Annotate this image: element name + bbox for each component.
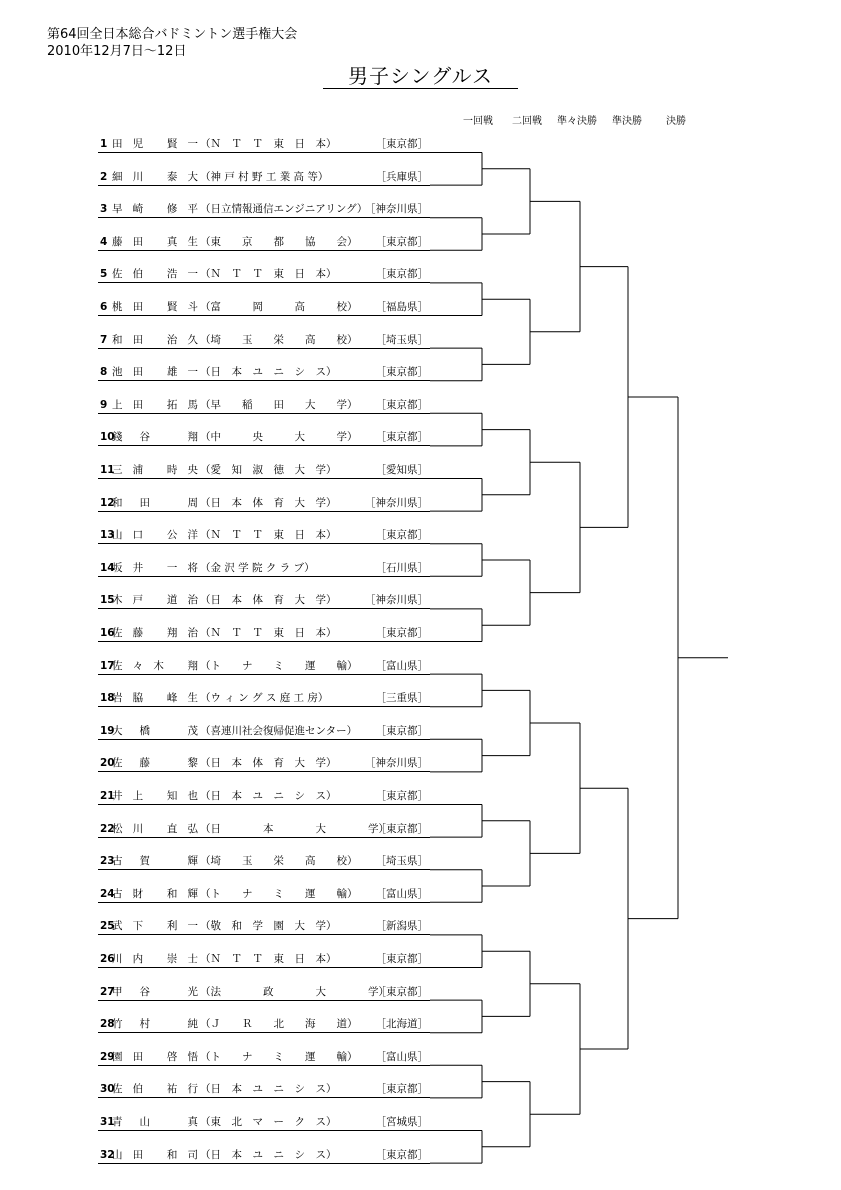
player-affiliation: （喜連川社会復帰促進センター） [200,724,358,737]
player-affiliation: （ト ナ ミ 運 輸） [200,659,358,672]
player-name: 青山 真 [112,1116,198,1128]
player-prefecture: ［新潟県］ [375,920,428,933]
player-name: 甲谷 光 [112,985,198,998]
player-prefecture: ［東京都］ [375,822,428,835]
round-label-1: 一回戦 [463,116,493,127]
player-seed-number: 26 [100,953,115,965]
player-seed-number: 10 [100,431,115,444]
player-affiliation: （日 本 ユ ニ シ ス） [200,790,337,802]
player-affiliation: （東 京 都 協 会） [200,235,358,248]
player-seed-number: 3 [100,203,108,216]
player-prefecture: ［東京都］ [375,268,428,281]
player-prefecture: ［東京都］ [375,985,428,998]
player-name: 和田 治久 [112,333,198,346]
player-seed-number: 19 [100,724,115,737]
player-prefecture: ［東京都］ [375,1083,428,1096]
player-prefecture: ［東京都］ [375,398,428,411]
player-affiliation: （日立情報通信エンジニアリング） [200,203,368,216]
player-name: 川内 崇士 [112,953,198,965]
player-name: 佐伯 浩一 [112,268,198,281]
player-seed-number: 6 [100,301,108,313]
player-affiliation: （Ｎ Ｔ Ｔ 東 日 本） [200,529,337,542]
player-seed-number: 25 [100,920,115,933]
player-prefecture: ［北海道］ [375,1018,428,1031]
player-name: 細川 泰大 [112,170,198,183]
player-affiliation: （埼 玉 栄 高 校） [200,333,358,346]
player-name: 佐藤 翔治 [112,627,198,639]
player-seed-number: 20 [100,757,115,770]
player-affiliation: （敬 和 学 園 大 学） [200,920,337,933]
player-affiliation: （Ｊ Ｒ 北 海 道） [200,1018,358,1031]
player-seed-number: 5 [100,268,108,281]
player-seed-number: 18 [100,692,115,705]
player-prefecture: ［福島県］ [375,301,428,313]
player-prefecture: ［東京都］ [375,235,428,248]
player-name: 田児 賢一 [112,138,198,150]
player-prefecture: ［東京都］ [375,529,428,542]
player-prefecture: ［三重県］ [375,692,428,705]
player-affiliation: （Ｎ Ｔ Ｔ 東 日 本） [200,138,337,150]
player-name: 竹村 純 [112,1018,198,1031]
round-label-4: 準決勝 [612,116,642,127]
player-prefecture: ［東京都］ [375,790,428,802]
player-affiliation: （日 本 ユ ニ シ ス） [200,1083,337,1096]
player-name: 三浦 時央 [112,464,198,476]
player-seed-number: 14 [100,561,115,574]
player-seed-number: 21 [100,790,115,802]
player-affiliation: （日 本 ユ ニ シ ス） [200,1148,337,1161]
player-affiliation: （富 岡 高 校） [200,301,358,313]
player-name: 錢谷 翔 [112,431,198,444]
player-name: 古賀 輝 [112,855,198,868]
player-affiliation: （中 央 大 学） [200,431,358,444]
player-seed-number: 32 [100,1148,115,1161]
player-seed-number: 31 [100,1116,115,1128]
player-affiliation: （ト ナ ミ 運 輸） [200,887,358,900]
player-prefecture: ［神奈川県］ [365,594,428,607]
player-prefecture: ［埼玉県］ [375,333,428,346]
player-affiliation: （ウ ィ ン グ ス 庭 工 房） [200,692,329,705]
player-seed-number: 12 [100,496,115,509]
player-prefecture: ［宮城県］ [375,1116,428,1128]
player-seed-number: 15 [100,594,115,607]
player-name: 池田 雄一 [112,366,198,379]
player-name: 山口 公洋 [112,529,198,542]
player-prefecture: ［東京都］ [375,138,428,150]
player-prefecture: ［神奈川県］ [365,757,428,770]
player-prefecture: ［東京都］ [375,431,428,444]
player-name: 上田 拓馬 [112,398,198,411]
player-affiliation: （東 北 マ ー ク ス） [200,1116,337,1128]
player-name: 早崎 修平 [112,203,198,216]
player-name: 岩脇 峰生 [112,692,198,705]
player-prefecture: ［富山県］ [375,887,428,900]
player-name: 佐々木 翔 [112,659,198,672]
player-affiliation: （日 本 体 育 大 学） [200,757,337,770]
player-seed-number: 22 [100,822,115,835]
player-prefecture: ［東京都］ [375,953,428,965]
player-seed-number: 28 [100,1018,115,1031]
player-prefecture: ［東京都］ [375,627,428,639]
player-prefecture: ［石川県］ [375,561,428,574]
player-prefecture: ［神奈川県］ [365,203,428,216]
player-seed-number: 27 [100,985,115,998]
round-label-5: 決勝 [666,116,686,127]
player-seed-number: 4 [100,235,108,248]
player-name: 武下 利一 [112,920,198,933]
player-prefecture: ［兵庫県］ [375,170,428,183]
player-prefecture: ［東京都］ [375,1148,428,1161]
player-name: 藤田 真生 [112,235,198,248]
player-affiliation: （Ｎ Ｔ Ｔ 東 日 本） [200,268,337,281]
player-prefecture: ［埼玉県］ [375,855,428,868]
player-affiliation: （埼 玉 栄 高 校） [200,855,358,868]
player-seed-number: 2 [100,170,108,183]
player-seed-number: 13 [100,529,115,542]
player-affiliation: （日 本 大 学） [200,822,389,835]
player-seed-number: 23 [100,855,115,868]
player-prefecture: ［愛知県］ [375,464,428,476]
player-name: 和田 周 [112,496,198,509]
event-title: 男子シングルス [323,64,518,89]
player-affiliation: （日 本 体 育 大 学） [200,496,337,509]
player-affiliation: （神 戸 村 野 工 業 高 等） [200,170,329,183]
player-affiliation: （金 沢 学 院 ク ラ ブ） [200,561,315,574]
tournament-name: 第64回全日本総合バドミントン選手権大会 [47,27,298,42]
player-prefecture: ［東京都］ [375,366,428,379]
round-label-3: 準々決勝 [557,116,597,127]
player-seed-number: 24 [100,887,115,900]
player-name: 木戸 道治 [112,594,198,607]
player-prefecture: ［東京都］ [375,724,428,737]
player-seed-number: 16 [100,627,115,639]
player-name: 坂井 一将 [112,561,198,574]
player-affiliation: （愛 知 淑 徳 大 学） [200,464,337,476]
player-name: 桃田 賢斗 [112,301,198,313]
player-seed-number: 1 [100,138,108,150]
player-seed-number: 7 [100,333,108,346]
player-prefecture: ［神奈川県］ [365,496,428,509]
player-seed-number: 9 [100,398,108,411]
player-affiliation: （早 稲 田 大 学） [200,398,358,411]
player-name: 山田 和司 [112,1148,198,1161]
player-seed-number: 11 [100,464,115,476]
round-label-2: 二回戦 [512,116,542,127]
player-name: 井上 知也 [112,790,198,802]
player-seed-number: 8 [100,366,108,379]
player-name: 古財 和輝 [112,887,198,900]
player-name: 佐伯 祐行 [112,1083,198,1096]
player-affiliation: （日 本 体 育 大 学） [200,594,337,607]
player-affiliation: （Ｎ Ｔ Ｔ 東 日 本） [200,627,337,639]
player-seed-number: 17 [100,659,115,672]
player-affiliation: （ト ナ ミ 運 輸） [200,1050,358,1063]
player-name: 佐藤 黎 [112,757,198,770]
player-name: 大橋 茂 [112,724,198,737]
player-name: 園田 啓悟 [112,1050,198,1063]
player-prefecture: ［富山県］ [375,1050,428,1063]
tournament-dates: 2010年12月7日～12日 [47,44,187,59]
player-seed-number: 30 [100,1083,115,1096]
player-affiliation: （日 本 ユ ニ シ ス） [200,366,337,379]
player-seed-number: 29 [100,1050,115,1063]
player-affiliation: （法 政 大 学） [200,985,389,998]
player-affiliation: （Ｎ Ｔ Ｔ 東 日 本） [200,953,337,965]
player-prefecture: ［富山県］ [375,659,428,672]
player-name: 松川 直弘 [112,822,198,835]
